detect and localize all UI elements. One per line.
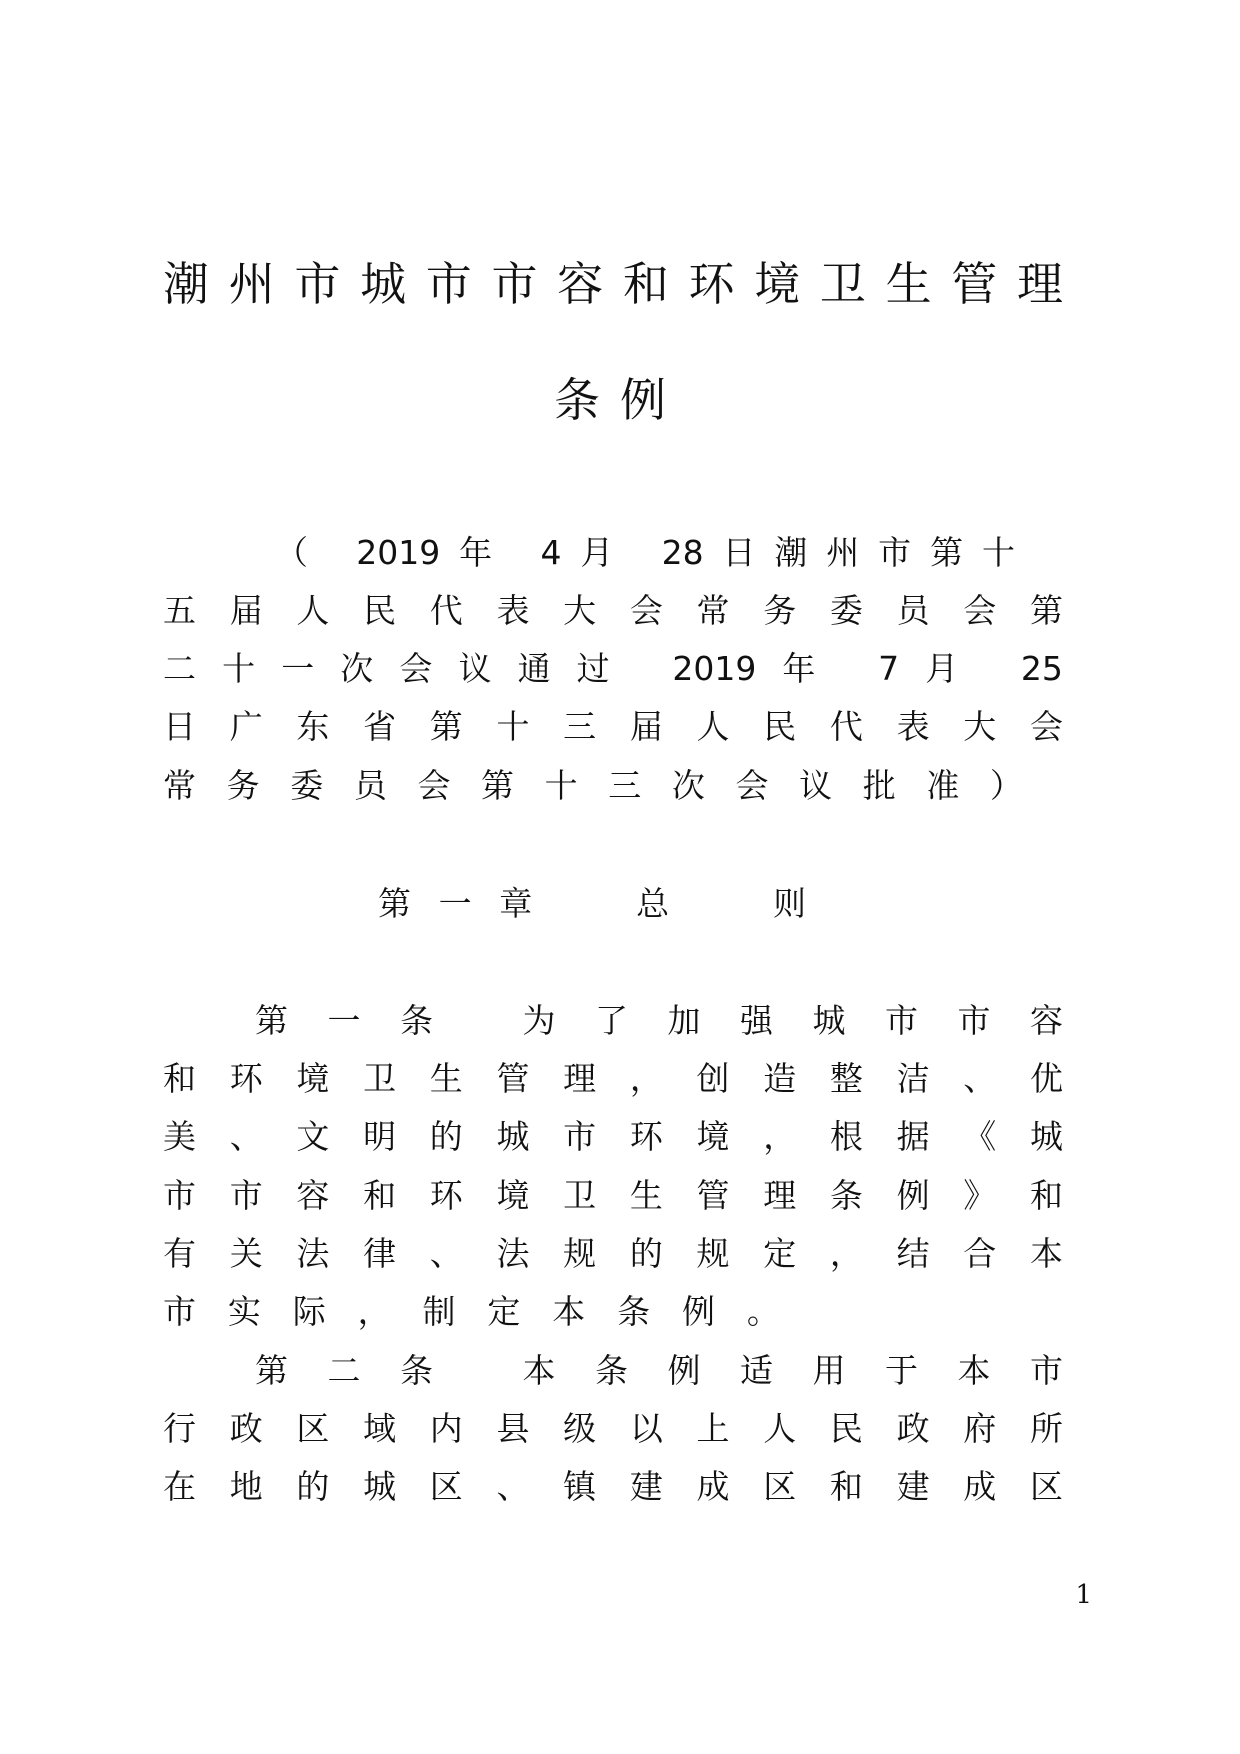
text-char: 环: [429, 1176, 463, 1215]
text-char: 则: [773, 884, 806, 923]
text-char: 常: [163, 766, 196, 805]
text-char: 总: [636, 884, 670, 923]
text-char: 民: [829, 1409, 863, 1448]
text-char: 日: [722, 533, 756, 572]
text-char: 创: [696, 1059, 730, 1098]
text-char: 十: [496, 707, 530, 746]
text-char: 表: [496, 591, 530, 630]
text-char: 卫: [363, 1059, 397, 1098]
text-char: 2019: [356, 533, 441, 572]
text-char: 本: [522, 1351, 556, 1390]
text-char: 和: [1029, 1176, 1063, 1215]
text-char: [632, 532, 643, 574]
text-char: [473, 1350, 484, 1392]
text-char: 次: [340, 649, 374, 688]
text-char: 城: [812, 1001, 846, 1040]
text-char: 府: [963, 1409, 997, 1448]
article-1-line-6: [163, 1291, 780, 1333]
text-char: 整: [829, 1059, 863, 1098]
text-char: 二: [163, 649, 196, 688]
text-char: 城: [1029, 1117, 1063, 1156]
preamble-line-5: [163, 765, 1023, 807]
text-char: 二: [327, 1351, 361, 1390]
text-char: 优: [1029, 1059, 1063, 1098]
text-char: 和: [163, 1059, 196, 1098]
text-char: 、: [229, 1117, 263, 1156]
text-char: 条: [400, 1351, 433, 1390]
text-char: 例: [682, 1292, 715, 1331]
text-char: 例: [896, 1176, 930, 1215]
text-char: 环: [688, 257, 735, 311]
text-char: 东: [296, 707, 330, 746]
text-char: 环: [629, 1117, 663, 1156]
text-char: 成: [963, 1467, 997, 1506]
text-char: 结: [896, 1234, 930, 1273]
text-char: 成: [696, 1467, 730, 1506]
text-char: 市: [1030, 1351, 1063, 1390]
text-char: 洁: [896, 1059, 930, 1098]
text-char: 民: [763, 707, 797, 746]
text-char: 员: [353, 766, 387, 805]
text-char: 大: [563, 591, 597, 630]
text-char: 规: [696, 1234, 730, 1273]
article-1-line-4: [163, 1175, 1063, 1217]
text-char: 次: [671, 766, 705, 805]
text-char: 、: [963, 1059, 997, 1098]
text-char: 会: [399, 649, 433, 688]
text-char: 代: [829, 707, 863, 746]
text-char: 理: [763, 1176, 797, 1215]
text-char: 例: [667, 1351, 701, 1390]
text-char: 容: [557, 257, 604, 311]
text-char: 城: [360, 257, 407, 311]
article-2-line-1: [255, 1350, 1063, 1392]
text-char: 所: [1029, 1409, 1063, 1448]
text-char: 有: [163, 1234, 196, 1273]
text-char: 、: [429, 1234, 463, 1273]
text-char: 造: [763, 1059, 797, 1098]
text-char: [984, 648, 995, 690]
article-1-line-1: [255, 1000, 1063, 1042]
text-char: 过: [576, 649, 610, 688]
text-char: 根: [829, 1117, 863, 1156]
text-char: 第: [255, 1351, 288, 1390]
text-char: 建: [629, 1467, 663, 1506]
text-char: 法: [496, 1234, 530, 1273]
text-char: 实: [227, 1292, 261, 1331]
text-char: [327, 532, 338, 574]
text-char: 7: [878, 649, 900, 688]
text-char: 在: [163, 1467, 196, 1506]
article-1-line-5: [163, 1233, 1063, 1275]
text-char: 定: [487, 1292, 521, 1331]
text-char: 为: [522, 1001, 556, 1040]
text-char: 年: [782, 649, 816, 688]
text-char: 第: [378, 884, 411, 923]
text-char: 和: [622, 257, 669, 311]
text-char: 理: [1016, 257, 1063, 311]
text-char: 了: [595, 1001, 628, 1040]
text-char: 市: [294, 257, 341, 311]
text-char: （: [275, 533, 308, 572]
text-char: 和: [829, 1467, 863, 1506]
text-char: 州: [228, 257, 275, 311]
text-char: 市: [885, 1001, 918, 1040]
text-char: 管: [496, 1059, 530, 1098]
text-char: 本: [957, 1351, 991, 1390]
text-char: 境: [754, 257, 801, 311]
text-char: [598, 883, 609, 925]
text-char: 28: [661, 533, 704, 572]
text-char: 据: [896, 1117, 930, 1156]
text-char: 批: [862, 766, 896, 805]
text-char: 第: [481, 766, 515, 805]
text-char: 政: [229, 1409, 263, 1448]
text-char: 合: [963, 1234, 997, 1273]
text-char: 月: [580, 533, 614, 572]
text-char: 会: [417, 766, 451, 805]
text-char: 适: [740, 1351, 773, 1390]
text-char: 制: [422, 1292, 456, 1331]
text-char: 2019: [672, 649, 757, 688]
text-char: 议: [458, 649, 492, 688]
text-char: 本: [1029, 1234, 1063, 1273]
text-char: 卫: [819, 257, 866, 311]
text-char: 代: [429, 591, 463, 630]
text-char: 定: [763, 1234, 797, 1273]
article-1-line-2: [163, 1058, 1063, 1100]
article-1-line-3: [163, 1116, 1063, 1158]
document-title-line-2: 条例: [554, 373, 686, 427]
text-char: 的: [296, 1467, 330, 1506]
text-char: 十: [981, 533, 1015, 572]
text-char: 第: [429, 707, 463, 746]
text-char: [735, 883, 746, 925]
text-char: 第: [930, 533, 964, 572]
text-char: 会: [963, 591, 997, 630]
text-char: [560, 883, 571, 925]
preamble-line-1: [275, 532, 1015, 574]
text-char: 员: [896, 591, 930, 630]
chapter-heading: [378, 883, 806, 925]
text-char: 城: [363, 1467, 397, 1506]
document-title-line-1: [163, 256, 1063, 312]
text-char: 潮: [163, 257, 209, 311]
text-char: 市: [163, 1176, 196, 1215]
text-char: 人: [763, 1409, 797, 1448]
text-char: ，: [763, 1117, 797, 1156]
text-char: 生: [429, 1059, 463, 1098]
text-char: 会: [735, 766, 769, 805]
text-char: 准: [926, 766, 960, 805]
text-char: 境: [496, 1176, 530, 1215]
text-char: ，: [629, 1059, 663, 1098]
text-char: 广: [229, 707, 263, 746]
text-char: ，: [829, 1234, 863, 1273]
text-char: 市: [491, 257, 538, 311]
text-char: 强: [740, 1001, 773, 1040]
text-char: 日: [163, 707, 196, 746]
text-char: 月: [925, 649, 959, 688]
text-char: 规: [563, 1234, 597, 1273]
text-char: 三: [608, 766, 642, 805]
text-char: 区: [296, 1409, 330, 1448]
text-char: 《: [963, 1117, 997, 1156]
text-char: 务: [226, 766, 260, 805]
text-char: 市: [229, 1176, 263, 1215]
text-char: 十: [544, 766, 578, 805]
text-char: 大: [963, 707, 997, 746]
text-char: 一: [327, 1001, 361, 1040]
text-char: 境: [696, 1117, 730, 1156]
text-char: 级: [563, 1409, 597, 1448]
text-char: 理: [563, 1059, 597, 1098]
text-char: 美: [163, 1117, 196, 1156]
text-char: 加: [667, 1001, 701, 1040]
text-char: 的: [629, 1234, 663, 1273]
text-char: 五: [163, 591, 196, 630]
text-char: 民: [363, 591, 397, 630]
text-char: 。: [746, 1292, 780, 1331]
text-char: 章: [499, 884, 533, 923]
text-char: 容: [296, 1176, 330, 1215]
text-char: 地: [229, 1467, 263, 1506]
text-char: 内: [429, 1409, 463, 1448]
text-char: 市: [163, 1292, 196, 1331]
text-char: 通: [517, 649, 551, 688]
text-char: 人: [296, 591, 330, 630]
text-char: 4: [540, 533, 562, 572]
text-char: 条: [400, 1001, 433, 1040]
text-char: 律: [363, 1234, 397, 1273]
text-char: 管: [951, 257, 998, 311]
text-char: 一: [281, 649, 315, 688]
text-char: 行: [163, 1409, 196, 1448]
page-number: 1: [1075, 1580, 1092, 1610]
text-char: 区: [429, 1467, 463, 1506]
text-char: 生: [885, 257, 932, 311]
text-char: 潮: [774, 533, 808, 572]
text-char: 市: [957, 1001, 991, 1040]
text-char: 区: [1029, 1467, 1063, 1506]
text-char: 届: [629, 707, 663, 746]
text-char: 环: [229, 1059, 263, 1098]
text-char: 委: [290, 766, 324, 805]
preamble-line-3: [163, 648, 1063, 690]
text-char: 关: [229, 1234, 263, 1273]
text-char: ）: [989, 766, 1023, 805]
text-char: 市: [878, 533, 912, 572]
text-char: 市: [563, 1117, 597, 1156]
text-char: 容: [1030, 1001, 1063, 1040]
text-char: 省: [363, 707, 397, 746]
text-char: 以: [629, 1409, 663, 1448]
text-char: 》: [963, 1176, 997, 1215]
text-char: 卫: [563, 1176, 597, 1215]
text-char: 议: [799, 766, 833, 805]
article-2-line-2: [163, 1408, 1063, 1450]
text-char: 人: [696, 707, 730, 746]
text-char: 届: [229, 591, 263, 630]
text-char: 一: [438, 884, 472, 923]
text-char: 条: [617, 1292, 651, 1331]
text-char: 三: [563, 707, 597, 746]
text-char: 本: [552, 1292, 586, 1331]
text-char: 文: [296, 1117, 330, 1156]
article-2-line-3: [163, 1466, 1063, 1508]
text-char: 镇: [563, 1467, 597, 1506]
text-char: 务: [763, 591, 797, 630]
text-char: 十: [222, 649, 256, 688]
text-char: 表: [896, 707, 930, 746]
text-char: 25: [1020, 649, 1063, 688]
text-char: 际: [292, 1292, 326, 1331]
text-char: 用: [812, 1351, 846, 1390]
text-char: 境: [296, 1059, 330, 1098]
text-char: ，: [357, 1292, 391, 1331]
text-char: 明: [363, 1117, 397, 1156]
text-char: 常: [696, 591, 730, 630]
text-char: 政: [896, 1409, 930, 1448]
text-char: 城: [496, 1117, 530, 1156]
text-char: [636, 648, 647, 690]
text-char: 区: [763, 1467, 797, 1506]
text-char: 上: [696, 1409, 730, 1448]
text-char: 年: [459, 533, 493, 572]
text-char: [842, 648, 853, 690]
text-char: 于: [885, 1351, 918, 1390]
text-char: 法: [296, 1234, 330, 1273]
text-char: 、: [496, 1467, 530, 1506]
text-char: 生: [629, 1176, 663, 1215]
text-char: 县: [496, 1409, 530, 1448]
text-char: 管: [696, 1176, 730, 1215]
text-char: [511, 532, 522, 574]
text-char: 条: [595, 1351, 628, 1390]
text-char: 条: [829, 1176, 863, 1215]
text-char: 会: [1029, 707, 1063, 746]
text-char: 建: [896, 1467, 930, 1506]
text-char: 和: [363, 1176, 397, 1215]
text-char: [473, 1000, 484, 1042]
text-char: 第: [255, 1001, 288, 1040]
text-char: 的: [429, 1117, 463, 1156]
text-char: 域: [363, 1409, 397, 1448]
text-char: 会: [629, 591, 663, 630]
text-char: 第: [1029, 591, 1063, 630]
preamble-line-2: [163, 590, 1063, 632]
text-char: [697, 883, 708, 925]
text-char: 市: [425, 257, 472, 311]
text-char: 州: [826, 533, 860, 572]
preamble-line-4: [163, 706, 1063, 748]
text-char: 委: [829, 591, 863, 630]
